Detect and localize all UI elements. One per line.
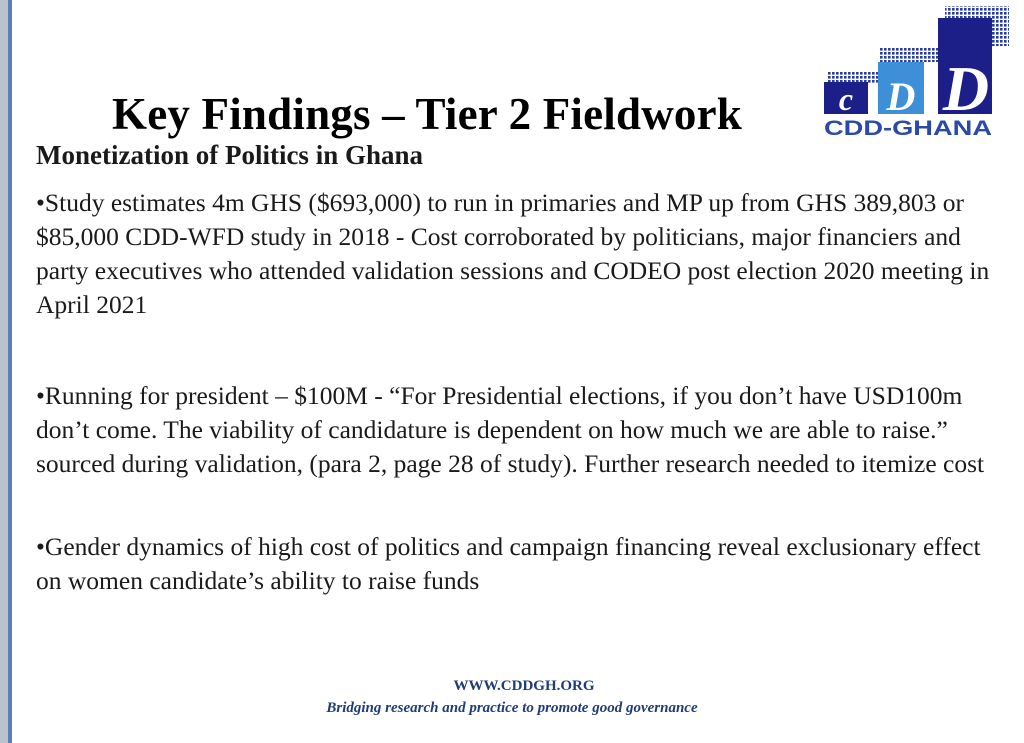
slide-subtitle: Monetization of Politics in Ghana	[36, 140, 423, 170]
logo-letter-d-large: D	[942, 53, 990, 124]
cdd-ghana-logo	[820, 0, 1020, 142]
slide-title: Key Findings – Tier 2 Fieldwork	[112, 89, 743, 139]
logo-letter-d: D	[886, 74, 916, 119]
bullet-primaries-cost: •Study estimates 4m GHS ($693,000) to run in primaries and MP up from GHS 389,803 or $85,000 CDD-WFD study in 2018 - Cost corroborated by politicians, major financiers and party executives who attended validation sessions and CODEO post election 2020 meeting in April 2021	[36, 188, 990, 319]
footer-url: WWW.CDDGH.ORG	[453, 678, 595, 694]
slide-left-border	[0, 0, 12, 743]
bullet-gender-dynamics: •Gender dynamics of high cost of politics and campaign financing reveal exclusionary effect on women candidate’s ability to raise funds	[36, 532, 981, 595]
footer-tagline: Bridging research and practice to promote good governance	[326, 700, 698, 716]
logo-letter-c: c	[838, 81, 854, 117]
logo-wordmark: CDD-GHANA	[824, 116, 992, 140]
bullet-presidential-cost: •Running for president – $100M - “For Presidential elections, if you don’t have USD100m don’t come. The viability of candidature is dependent on how much we are able to raise.” sourced during validation, (para 2, page 28 of study). Further research needed to itemize cost	[36, 381, 985, 478]
